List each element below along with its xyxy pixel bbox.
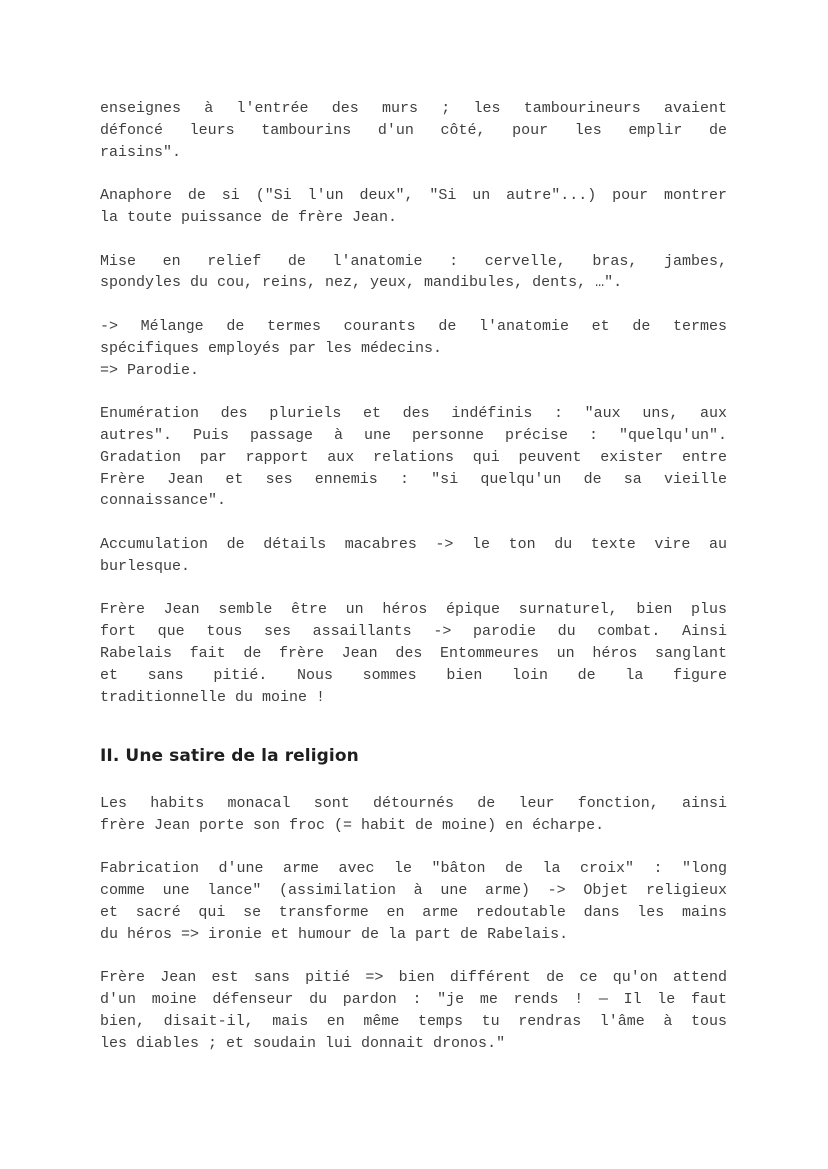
paragraph bbox=[100, 599, 727, 708]
text-line: spondyles du cou, reins, nez, yeux, mandibules, dents, …". bbox=[100, 274, 623, 292]
text-line: d'un moine défenseur du pardon : "je me rends ! — Il le faut bbox=[100, 991, 727, 1009]
text-line: traditionnelle du moine ! bbox=[100, 688, 326, 706]
text-line: frère Jean porte son froc (= habit de moine) en écharpe. bbox=[100, 816, 605, 834]
section-heading: II. Une satire de la religion bbox=[100, 746, 359, 766]
paragraph bbox=[100, 316, 727, 381]
text-line: fort que tous ses assaillants -> parodie du combat. Ainsi bbox=[100, 623, 727, 641]
text-line: du héros => ironie et humour de la part de Rabelais. bbox=[100, 925, 569, 943]
text-line: autres". Puis passage à une personne précise : "quelqu'un". bbox=[100, 426, 727, 444]
text-line: Rabelais fait de frère Jean des Entommeures un héros sanglant bbox=[100, 644, 727, 662]
text-line: Enumération des pluriels et des indéfinis : "aux uns, aux bbox=[100, 405, 727, 423]
text-line: enseignes à l'entrée des murs ; les tambourineurs avaient bbox=[100, 100, 727, 117]
text-line: Accumulation de détails macabres -> le ton du texte vire au bbox=[100, 535, 727, 553]
text-line: connaissance". bbox=[100, 492, 227, 510]
paragraph bbox=[100, 793, 727, 837]
text-line: Les habits monacal sont détournés de leur fonction, ainsi bbox=[100, 795, 727, 812]
paragraph bbox=[100, 98, 727, 163]
text-line: défoncé leurs tambourins d'un côté, pour les emplir de bbox=[100, 121, 727, 139]
text-line: bien, disait-il, mais en même temps tu rendras l'âme à tous bbox=[100, 1012, 727, 1030]
paragraph bbox=[100, 251, 727, 295]
text-line: burlesque. bbox=[100, 557, 191, 575]
text-line: et sacré qui se transforme en arme redoutable dans les mains bbox=[100, 903, 727, 921]
document-body bbox=[100, 98, 727, 1052]
text-line: Mise en relief de l'anatomie : cervelle, bras, jambes, bbox=[100, 252, 727, 270]
text-line: Frère Jean et ses ennemis : "si quelqu'un de sa vieille bbox=[100, 470, 727, 488]
text-line: Frère Jean semble être un héros épique surnaturel, bien plus bbox=[100, 601, 727, 619]
text-line: spécifiques employés par les médecins. bbox=[100, 339, 443, 357]
text-line: -> Mélange de termes courants de l'anatomie et de termes bbox=[100, 317, 727, 335]
text-line: et sans pitié. Nous sommes bien loin de la figure bbox=[100, 666, 727, 684]
text-line: la toute puissance de frère Jean. bbox=[100, 208, 398, 226]
text-line: comme une lance" (assimilation à une arme) -> Objet religieux bbox=[100, 882, 727, 900]
paragraph bbox=[100, 534, 727, 578]
text-line: les diables ; et soudain lui donnait dronos." bbox=[100, 1034, 506, 1052]
text-line: Anaphore de si ("Si l'un deux", "Si un autre"...) pour montrer bbox=[100, 187, 727, 205]
paragraph bbox=[100, 967, 727, 1054]
text-line: Gradation par rapport aux relations qui peuvent exister entre bbox=[100, 448, 727, 466]
paragraph bbox=[100, 403, 727, 512]
paragraph bbox=[100, 185, 727, 229]
text-line: raisins". bbox=[100, 143, 182, 161]
paragraph bbox=[100, 858, 727, 945]
text-line: => Parodie. bbox=[100, 361, 200, 379]
section-two bbox=[100, 793, 727, 1076]
text-line: Frère Jean est sans pitié => bien différent de ce qu'on attend bbox=[100, 969, 727, 987]
section-one bbox=[100, 98, 727, 708]
text-line: Fabrication d'une arme avec le "bâton de la croix" : "long bbox=[100, 860, 727, 878]
